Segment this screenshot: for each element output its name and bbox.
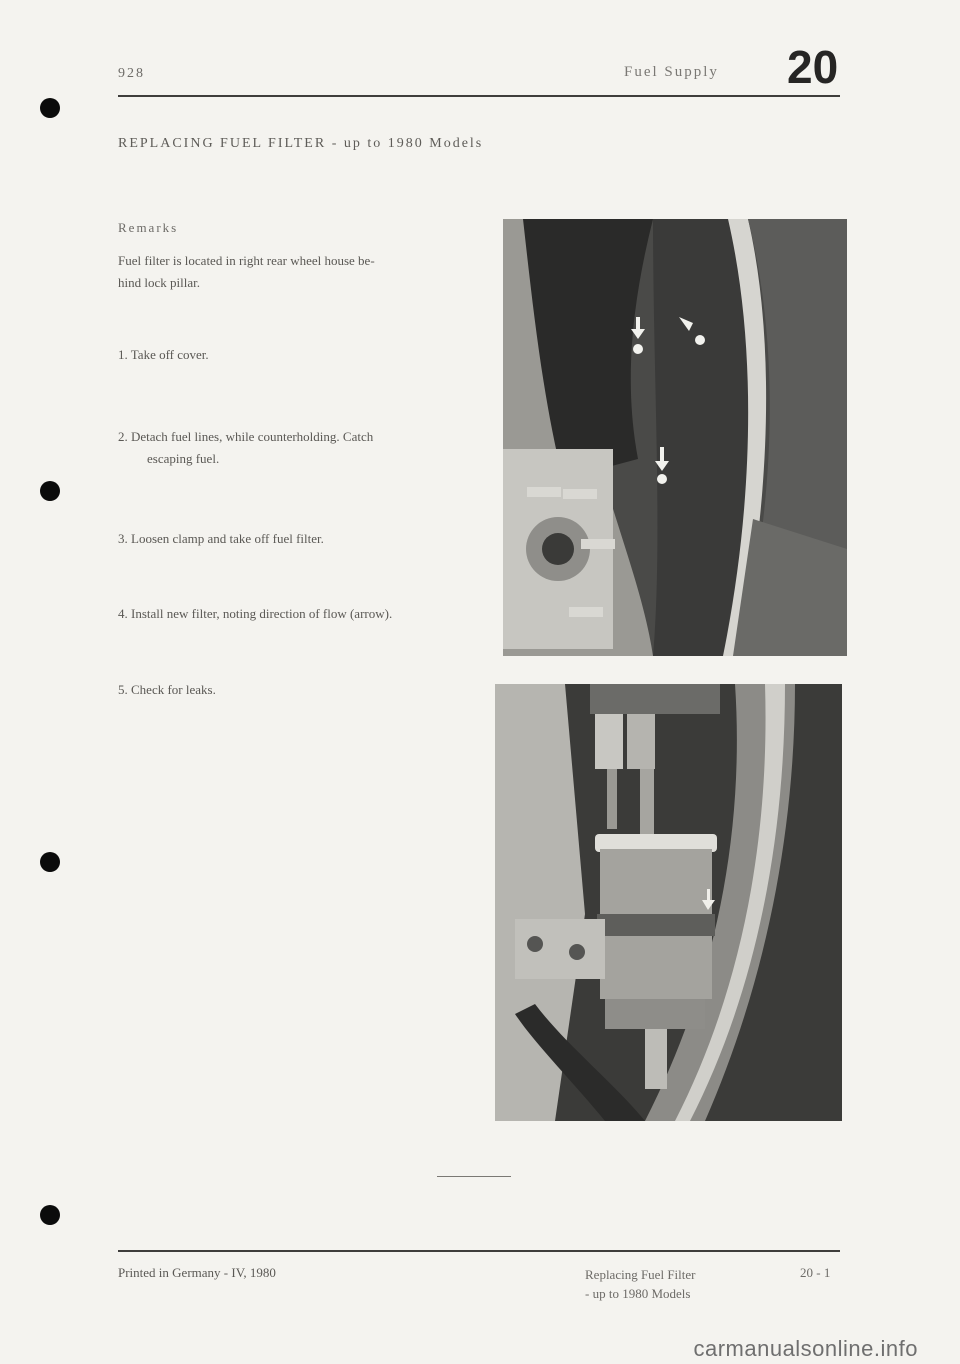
step-text-cont: escaping fuel. [147,451,220,466]
wheel-house-illustration [503,219,847,656]
step-text: 4. Install new filter, noting direction of flow (arrow). [118,606,393,621]
page-title: REPLACING FUEL FILTER - up to 1980 Models [118,136,484,151]
fuel-filter-illustration [495,684,842,1121]
step-2 [118,426,488,470]
remarks-line: hind lock pillar. [118,275,200,290]
binder-hole [40,98,60,118]
footer-ref-line: - up to 1980 Models [585,1286,691,1301]
watermark-text[interactable]: carmanualsonline.info [693,1336,918,1361]
header-rule [118,95,840,97]
step-text: 2. Detach fuel lines, while counterholding. Catch [118,429,374,444]
footer-rule [118,1250,840,1252]
remarks-heading: Remarks [118,220,179,235]
wheel-house-photo [503,219,847,656]
step-text: 3. Loosen clamp and take off fuel filter. [118,531,324,546]
binder-hole [40,852,60,872]
step-3 [118,528,488,550]
header-section-name: Fuel Supply [624,64,719,80]
footer-page-number: 20 - 1 [800,1265,831,1280]
step-text: 5. Check for leaks. [118,682,216,697]
fuel-filter-photo [495,684,842,1121]
binder-hole [40,1205,60,1225]
footer-ref-line: Replacing Fuel Filter [585,1267,696,1282]
footer-printed: Printed in Germany - IV, 1980 [118,1265,276,1280]
step-text: 1. Take off cover. [118,347,209,362]
step-1 [118,344,488,366]
remarks-text [118,250,478,294]
section-end-rule [437,1176,511,1177]
header-model: 928 [118,66,145,81]
watermark-bar [0,1332,960,1364]
remarks-line: Fuel filter is located in right rear wheel house be- [118,253,375,268]
footer-reference [585,1265,695,1303]
binder-hole [40,481,60,501]
header-section-number: 20 [787,41,839,93]
step-4 [118,603,488,625]
step-5 [118,679,488,701]
